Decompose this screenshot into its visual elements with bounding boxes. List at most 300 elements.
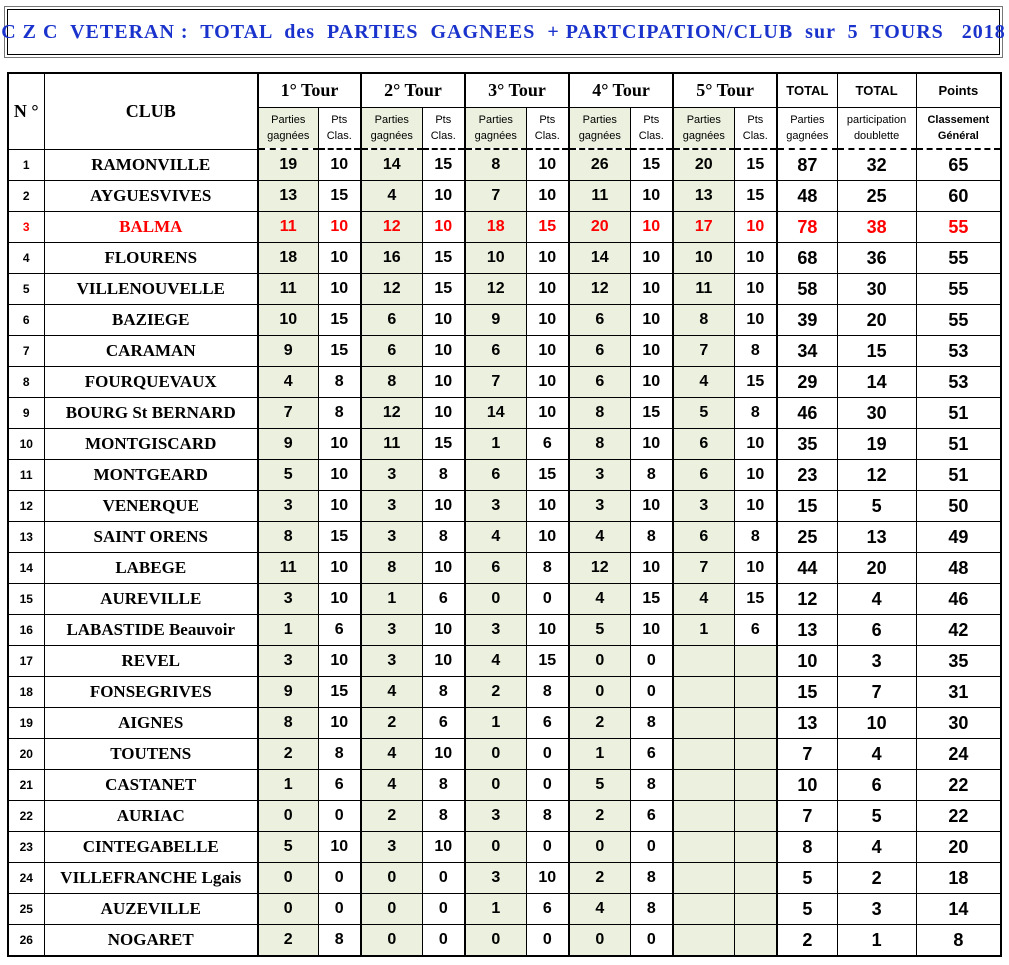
tour-5-parties-cell: 7 (673, 336, 734, 367)
tour-4-points-cell: 0 (630, 925, 673, 957)
subheader-parties-gagnees-line-1: Parties (271, 114, 306, 126)
tour-1-points-cell: 10 (318, 212, 361, 243)
participation-cell: 30 (837, 398, 916, 429)
rank-cell: 15 (8, 584, 44, 615)
tour-2-points-cell: 0 (422, 925, 465, 957)
tour-5-parties-cell: 1 (673, 615, 734, 646)
tour-3-parties-cell: 18 (465, 212, 526, 243)
points-cell: 65 (916, 149, 1001, 181)
rank-cell: 10 (8, 429, 44, 460)
tour-1-points-cell: 10 (318, 243, 361, 274)
header-total-participation: TOTAL (837, 73, 916, 108)
tour-1-points-cell: 6 (318, 615, 361, 646)
subheader-classement-line-2: Général (937, 130, 979, 142)
tour-2-points-cell: 6 (422, 708, 465, 739)
rank-cell: 3 (8, 212, 44, 243)
tour-4-points-cell: 10 (630, 429, 673, 460)
table-row (8, 770, 1001, 801)
tour-3-parties-cell: 3 (465, 801, 526, 832)
tour-1-parties-cell: 9 (258, 677, 318, 708)
rank-cell: 25 (8, 894, 44, 925)
tour-2-parties-cell: 3 (361, 491, 422, 522)
tour-3-points-cell: 10 (526, 274, 569, 305)
club-name-cell: AURIAC (44, 801, 258, 832)
tour-4-points-cell: 10 (630, 553, 673, 584)
tour-4-points-cell: 0 (630, 832, 673, 863)
tour-2-points-cell: 10 (422, 739, 465, 770)
rank-cell: 4 (8, 243, 44, 274)
tour-3-parties-cell: 3 (465, 491, 526, 522)
tour-4-points-cell: 8 (630, 770, 673, 801)
tour-1-parties-cell: 9 (258, 429, 318, 460)
participation-cell: 3 (837, 894, 916, 925)
tour-3-parties-cell: 0 (465, 770, 526, 801)
tour-2-parties-cell: 4 (361, 739, 422, 770)
subheader-classement (916, 108, 1001, 150)
club-name-cell: CINTEGABELLE (44, 832, 258, 863)
subheader-pts-clas (734, 108, 777, 150)
tour-2-points-cell: 8 (422, 770, 465, 801)
tour-2-parties-cell: 3 (361, 615, 422, 646)
tour-2-parties-cell: 3 (361, 522, 422, 553)
subheader-participation-line-2: doublette (853, 130, 900, 142)
tour-3-parties-cell: 1 (465, 429, 526, 460)
tour-2-points-cell: 15 (422, 274, 465, 305)
club-name-cell: CASTANET (44, 770, 258, 801)
tour-4-points-cell: 10 (630, 243, 673, 274)
tour-3-points-cell: 0 (526, 584, 569, 615)
tour-3-points-cell: 0 (526, 739, 569, 770)
tour-4-points-cell: 8 (630, 894, 673, 925)
tour-2-points-cell: 8 (422, 801, 465, 832)
subheader-parties-gagnees-line-1: Parties (374, 114, 409, 126)
tour-2-points-cell: 10 (422, 367, 465, 398)
tour-2-points-cell: 10 (422, 398, 465, 429)
table-row (8, 336, 1001, 367)
points-cell: 51 (916, 398, 1001, 429)
tour-4-parties-cell: 0 (569, 925, 630, 957)
participation-cell: 19 (837, 429, 916, 460)
tour-4-parties-cell: 0 (569, 677, 630, 708)
tour-1-points-cell: 10 (318, 553, 361, 584)
total-parties-cell: 87 (777, 149, 837, 181)
club-name-cell: VILLENOUVELLE (44, 274, 258, 305)
tour-1-points-cell: 10 (318, 646, 361, 677)
total-parties-cell: 13 (777, 708, 837, 739)
tour-1-parties-cell: 5 (258, 832, 318, 863)
tour-3-points-cell: 10 (526, 491, 569, 522)
club-name-cell: FONSEGRIVES (44, 677, 258, 708)
tour-1-parties-cell: 4 (258, 367, 318, 398)
table-row (8, 212, 1001, 243)
tour-3-parties-cell: 7 (465, 181, 526, 212)
rank-cell: 17 (8, 646, 44, 677)
total-parties-cell: 5 (777, 894, 837, 925)
club-name-cell: MONTGEARD (44, 460, 258, 491)
tour-4-points-cell: 10 (630, 212, 673, 243)
table-row (8, 646, 1001, 677)
rank-cell: 7 (8, 336, 44, 367)
tour-3-parties-cell: 4 (465, 522, 526, 553)
subheader-parties-gagnees-line-2: gagnées (682, 130, 725, 142)
tour-2-parties-cell: 4 (361, 181, 422, 212)
table-row (8, 553, 1001, 584)
subheader-parties-gagnees-line-2: gagnées (370, 130, 413, 142)
tour-2-parties-cell: 8 (361, 367, 422, 398)
table-row (8, 460, 1001, 491)
subheader-pts-clas (526, 108, 569, 150)
table-row (8, 708, 1001, 739)
tour-3-parties-cell: 4 (465, 646, 526, 677)
total-parties-cell: 23 (777, 460, 837, 491)
tour-4-points-cell: 8 (630, 863, 673, 894)
tour-3-parties-cell: 6 (465, 553, 526, 584)
subheader-pts-clas-line-2: Clas. (638, 130, 664, 142)
points-cell: 30 (916, 708, 1001, 739)
tour-1-parties-cell: 8 (258, 708, 318, 739)
subheader-pts-clas (422, 108, 465, 150)
rank-cell: 16 (8, 615, 44, 646)
tour-3-parties-cell: 1 (465, 894, 526, 925)
table-row (8, 801, 1001, 832)
header-total: TOTAL (777, 73, 837, 108)
tour-1-parties-cell: 5 (258, 460, 318, 491)
tour-2-points-cell: 0 (422, 894, 465, 925)
tour-3-parties-cell: 12 (465, 274, 526, 305)
tour-4-parties-cell: 5 (569, 615, 630, 646)
tour-5-parties-cell (673, 894, 734, 925)
table-row (8, 615, 1001, 646)
tour-5-parties-cell: 6 (673, 522, 734, 553)
tour-4-points-cell: 15 (630, 584, 673, 615)
tour-2-points-cell: 10 (422, 646, 465, 677)
tour-3-points-cell: 10 (526, 398, 569, 429)
tour-5-points-cell: 10 (734, 243, 777, 274)
tour-5-parties-cell: 6 (673, 429, 734, 460)
tour-4-points-cell: 10 (630, 615, 673, 646)
participation-cell: 3 (837, 646, 916, 677)
tour-1-parties-cell: 3 (258, 584, 318, 615)
tour-5-points-cell: 10 (734, 429, 777, 460)
tour-5-points-cell: 8 (734, 522, 777, 553)
tour-4-parties-cell: 0 (569, 646, 630, 677)
rank-cell: 18 (8, 677, 44, 708)
participation-cell: 6 (837, 615, 916, 646)
subheader-parties-gagnees-line-1: Parties (686, 114, 721, 126)
rank-cell: 13 (8, 522, 44, 553)
tour-5-parties-cell (673, 801, 734, 832)
subheader-pts-clas-line-1: Pts (435, 114, 452, 126)
tour-3-points-cell: 10 (526, 149, 569, 181)
tour-3-points-cell: 10 (526, 336, 569, 367)
subheader-pts-clas-line-2: Clas. (742, 130, 768, 142)
tour-1-parties-cell: 11 (258, 553, 318, 584)
tour-1-parties-cell: 3 (258, 646, 318, 677)
tour-1-points-cell: 10 (318, 491, 361, 522)
tour-1-points-cell: 0 (318, 801, 361, 832)
rank-cell: 23 (8, 832, 44, 863)
tour-5-parties-cell (673, 863, 734, 894)
tour-2-parties-cell: 8 (361, 553, 422, 584)
total-parties-cell: 46 (777, 398, 837, 429)
tour-3-parties-cell: 7 (465, 367, 526, 398)
points-cell: 49 (916, 522, 1001, 553)
tour-3-parties-cell: 0 (465, 584, 526, 615)
club-name-cell: BAZIEGE (44, 305, 258, 336)
tour-1-points-cell: 15 (318, 305, 361, 336)
tour-5-parties-cell: 8 (673, 305, 734, 336)
tour-1-points-cell: 10 (318, 274, 361, 305)
total-parties-cell: 48 (777, 181, 837, 212)
subheader-total-parties-line-2: gagnées (786, 130, 829, 142)
total-parties-cell: 29 (777, 367, 837, 398)
tour-2-parties-cell: 12 (361, 212, 422, 243)
tour-1-points-cell: 10 (318, 708, 361, 739)
participation-cell: 32 (837, 149, 916, 181)
participation-cell: 4 (837, 832, 916, 863)
tour-1-points-cell: 15 (318, 522, 361, 553)
tour-2-parties-cell: 14 (361, 149, 422, 181)
tour-4-points-cell: 6 (630, 739, 673, 770)
tour-4-parties-cell: 11 (569, 181, 630, 212)
tour-3-parties-cell: 6 (465, 336, 526, 367)
tour-3-points-cell: 0 (526, 770, 569, 801)
tour-4-points-cell: 0 (630, 646, 673, 677)
tour-1-points-cell: 15 (318, 181, 361, 212)
participation-cell: 6 (837, 770, 916, 801)
club-name-cell: AYGUESVIVES (44, 181, 258, 212)
tour-2-points-cell: 6 (422, 584, 465, 615)
tour-2-parties-cell: 11 (361, 429, 422, 460)
club-name-cell: NOGARET (44, 925, 258, 957)
tour-4-points-cell: 10 (630, 305, 673, 336)
club-name-cell: AUZEVILLE (44, 894, 258, 925)
table-row (8, 305, 1001, 336)
tour-4-points-cell: 10 (630, 181, 673, 212)
club-name-cell: VENERQUE (44, 491, 258, 522)
tour-2-parties-cell: 3 (361, 460, 422, 491)
subheader-pts-clas-line-1: Pts (539, 114, 556, 126)
tour-4-parties-cell: 12 (569, 553, 630, 584)
tour-4-parties-cell: 0 (569, 832, 630, 863)
points-cell: 55 (916, 212, 1001, 243)
points-cell: 18 (916, 863, 1001, 894)
subheader-pts-clas-line-1: Pts (747, 114, 764, 126)
tour-4-points-cell: 10 (630, 274, 673, 305)
club-name-cell: FOURQUEVAUX (44, 367, 258, 398)
table-row (8, 584, 1001, 615)
rank-cell: 9 (8, 398, 44, 429)
tour-1-points-cell: 10 (318, 460, 361, 491)
header-tour-4: 4° Tour (569, 73, 673, 108)
tour-2-points-cell: 10 (422, 615, 465, 646)
header-tour-5: 5° Tour (673, 73, 777, 108)
tour-2-parties-cell: 0 (361, 863, 422, 894)
points-cell: 51 (916, 460, 1001, 491)
tour-2-points-cell: 15 (422, 149, 465, 181)
table-row (8, 429, 1001, 460)
tour-3-points-cell: 15 (526, 460, 569, 491)
club-name-cell: LABEGE (44, 553, 258, 584)
rank-cell: 2 (8, 181, 44, 212)
tour-1-parties-cell: 9 (258, 336, 318, 367)
tour-1-parties-cell: 0 (258, 863, 318, 894)
tour-5-points-cell: 10 (734, 553, 777, 584)
tour-3-parties-cell: 14 (465, 398, 526, 429)
table-row (8, 149, 1001, 181)
tour-3-parties-cell: 2 (465, 677, 526, 708)
tour-2-parties-cell: 3 (361, 832, 422, 863)
tour-5-parties-cell (673, 739, 734, 770)
rank-cell: 19 (8, 708, 44, 739)
tour-5-parties-cell: 17 (673, 212, 734, 243)
tour-5-points-cell (734, 739, 777, 770)
tour-4-parties-cell: 6 (569, 336, 630, 367)
rank-cell: 1 (8, 149, 44, 181)
header-number: N ° (8, 73, 44, 149)
tour-3-points-cell: 10 (526, 863, 569, 894)
tour-3-points-cell: 8 (526, 553, 569, 584)
total-parties-cell: 78 (777, 212, 837, 243)
rank-cell: 22 (8, 801, 44, 832)
tour-1-points-cell: 15 (318, 677, 361, 708)
tour-1-points-cell: 0 (318, 863, 361, 894)
tour-4-points-cell: 0 (630, 677, 673, 708)
tour-2-parties-cell: 0 (361, 925, 422, 957)
tour-3-parties-cell: 1 (465, 708, 526, 739)
tour-3-points-cell: 10 (526, 243, 569, 274)
participation-cell: 20 (837, 553, 916, 584)
tour-4-points-cell: 15 (630, 398, 673, 429)
tour-1-parties-cell: 3 (258, 491, 318, 522)
tour-2-parties-cell: 6 (361, 336, 422, 367)
total-parties-cell: 25 (777, 522, 837, 553)
tour-2-points-cell: 8 (422, 677, 465, 708)
points-cell: 14 (916, 894, 1001, 925)
total-parties-cell: 13 (777, 615, 837, 646)
table-row (8, 832, 1001, 863)
tour-4-points-cell: 10 (630, 491, 673, 522)
tour-2-points-cell: 10 (422, 305, 465, 336)
tour-1-parties-cell: 1 (258, 770, 318, 801)
tour-5-points-cell: 10 (734, 212, 777, 243)
subheader-parties-gagnees-line-1: Parties (478, 114, 513, 126)
total-parties-cell: 7 (777, 739, 837, 770)
participation-cell: 4 (837, 739, 916, 770)
tour-4-parties-cell: 6 (569, 305, 630, 336)
tour-3-parties-cell: 0 (465, 832, 526, 863)
subheader-parties-gagnees-line-1: Parties (582, 114, 617, 126)
subheader-pts-clas-line-1: Pts (643, 114, 660, 126)
rank-cell: 20 (8, 739, 44, 770)
subheader-parties-gagnees-line-2: gagnées (578, 130, 621, 142)
tour-4-parties-cell: 4 (569, 584, 630, 615)
rank-cell: 24 (8, 863, 44, 894)
points-cell: 22 (916, 801, 1001, 832)
tour-5-points-cell (734, 832, 777, 863)
tour-3-points-cell: 6 (526, 429, 569, 460)
tour-1-points-cell: 8 (318, 925, 361, 957)
tour-3-parties-cell: 3 (465, 863, 526, 894)
tour-3-points-cell: 10 (526, 305, 569, 336)
participation-cell: 15 (837, 336, 916, 367)
tour-5-points-cell: 15 (734, 584, 777, 615)
total-parties-cell: 58 (777, 274, 837, 305)
tour-2-parties-cell: 1 (361, 584, 422, 615)
tour-5-points-cell: 10 (734, 305, 777, 336)
total-parties-cell: 10 (777, 646, 837, 677)
club-name-cell: REVEL (44, 646, 258, 677)
tour-3-parties-cell: 10 (465, 243, 526, 274)
tour-5-points-cell (734, 863, 777, 894)
table-row (8, 925, 1001, 957)
tour-1-points-cell: 10 (318, 584, 361, 615)
points-cell: 53 (916, 336, 1001, 367)
tour-2-parties-cell: 6 (361, 305, 422, 336)
total-parties-cell: 34 (777, 336, 837, 367)
participation-cell: 5 (837, 801, 916, 832)
points-cell: 42 (916, 615, 1001, 646)
tour-4-points-cell: 15 (630, 149, 673, 181)
participation-cell: 14 (837, 367, 916, 398)
tour-5-parties-cell (673, 677, 734, 708)
tour-4-points-cell: 8 (630, 460, 673, 491)
total-parties-cell: 12 (777, 584, 837, 615)
table-row (8, 677, 1001, 708)
tour-1-points-cell: 6 (318, 770, 361, 801)
subheader-pts-clas-line-1: Pts (331, 114, 348, 126)
tour-5-points-cell (734, 894, 777, 925)
club-name-cell: AIGNES (44, 708, 258, 739)
tour-5-parties-cell: 10 (673, 243, 734, 274)
tour-1-parties-cell: 8 (258, 522, 318, 553)
subheader-pts-clas-line-2: Clas. (430, 130, 456, 142)
tour-5-points-cell: 10 (734, 460, 777, 491)
tour-1-parties-cell: 0 (258, 894, 318, 925)
tour-1-parties-cell: 2 (258, 925, 318, 957)
tour-5-points-cell (734, 646, 777, 677)
club-name-cell: LABASTIDE Beauvoir (44, 615, 258, 646)
subheader-pts-clas-line-2: Clas. (326, 130, 352, 142)
tour-3-parties-cell: 6 (465, 460, 526, 491)
total-parties-cell: 68 (777, 243, 837, 274)
tour-5-parties-cell: 4 (673, 367, 734, 398)
points-cell: 8 (916, 925, 1001, 957)
subheader-parties-gagnees (465, 108, 526, 150)
rank-cell: 26 (8, 925, 44, 957)
club-name-cell: SAINT ORENS (44, 522, 258, 553)
tour-1-points-cell: 10 (318, 149, 361, 181)
tour-1-parties-cell: 11 (258, 212, 318, 243)
tour-2-parties-cell: 3 (361, 646, 422, 677)
tour-1-points-cell: 15 (318, 336, 361, 367)
table-row (8, 739, 1001, 770)
tour-5-points-cell: 10 (734, 491, 777, 522)
tour-1-points-cell: 8 (318, 398, 361, 429)
tour-5-points-cell: 10 (734, 274, 777, 305)
rank-cell: 14 (8, 553, 44, 584)
club-name-cell: VILLEFRANCHE Lgais (44, 863, 258, 894)
tour-5-points-cell (734, 770, 777, 801)
tour-2-parties-cell: 16 (361, 243, 422, 274)
table-row (8, 243, 1001, 274)
header-tour-2: 2° Tour (361, 73, 465, 108)
tour-5-points-cell: 8 (734, 336, 777, 367)
tour-5-points-cell: 8 (734, 398, 777, 429)
tour-1-parties-cell: 13 (258, 181, 318, 212)
tour-3-points-cell: 6 (526, 708, 569, 739)
total-parties-cell: 5 (777, 863, 837, 894)
